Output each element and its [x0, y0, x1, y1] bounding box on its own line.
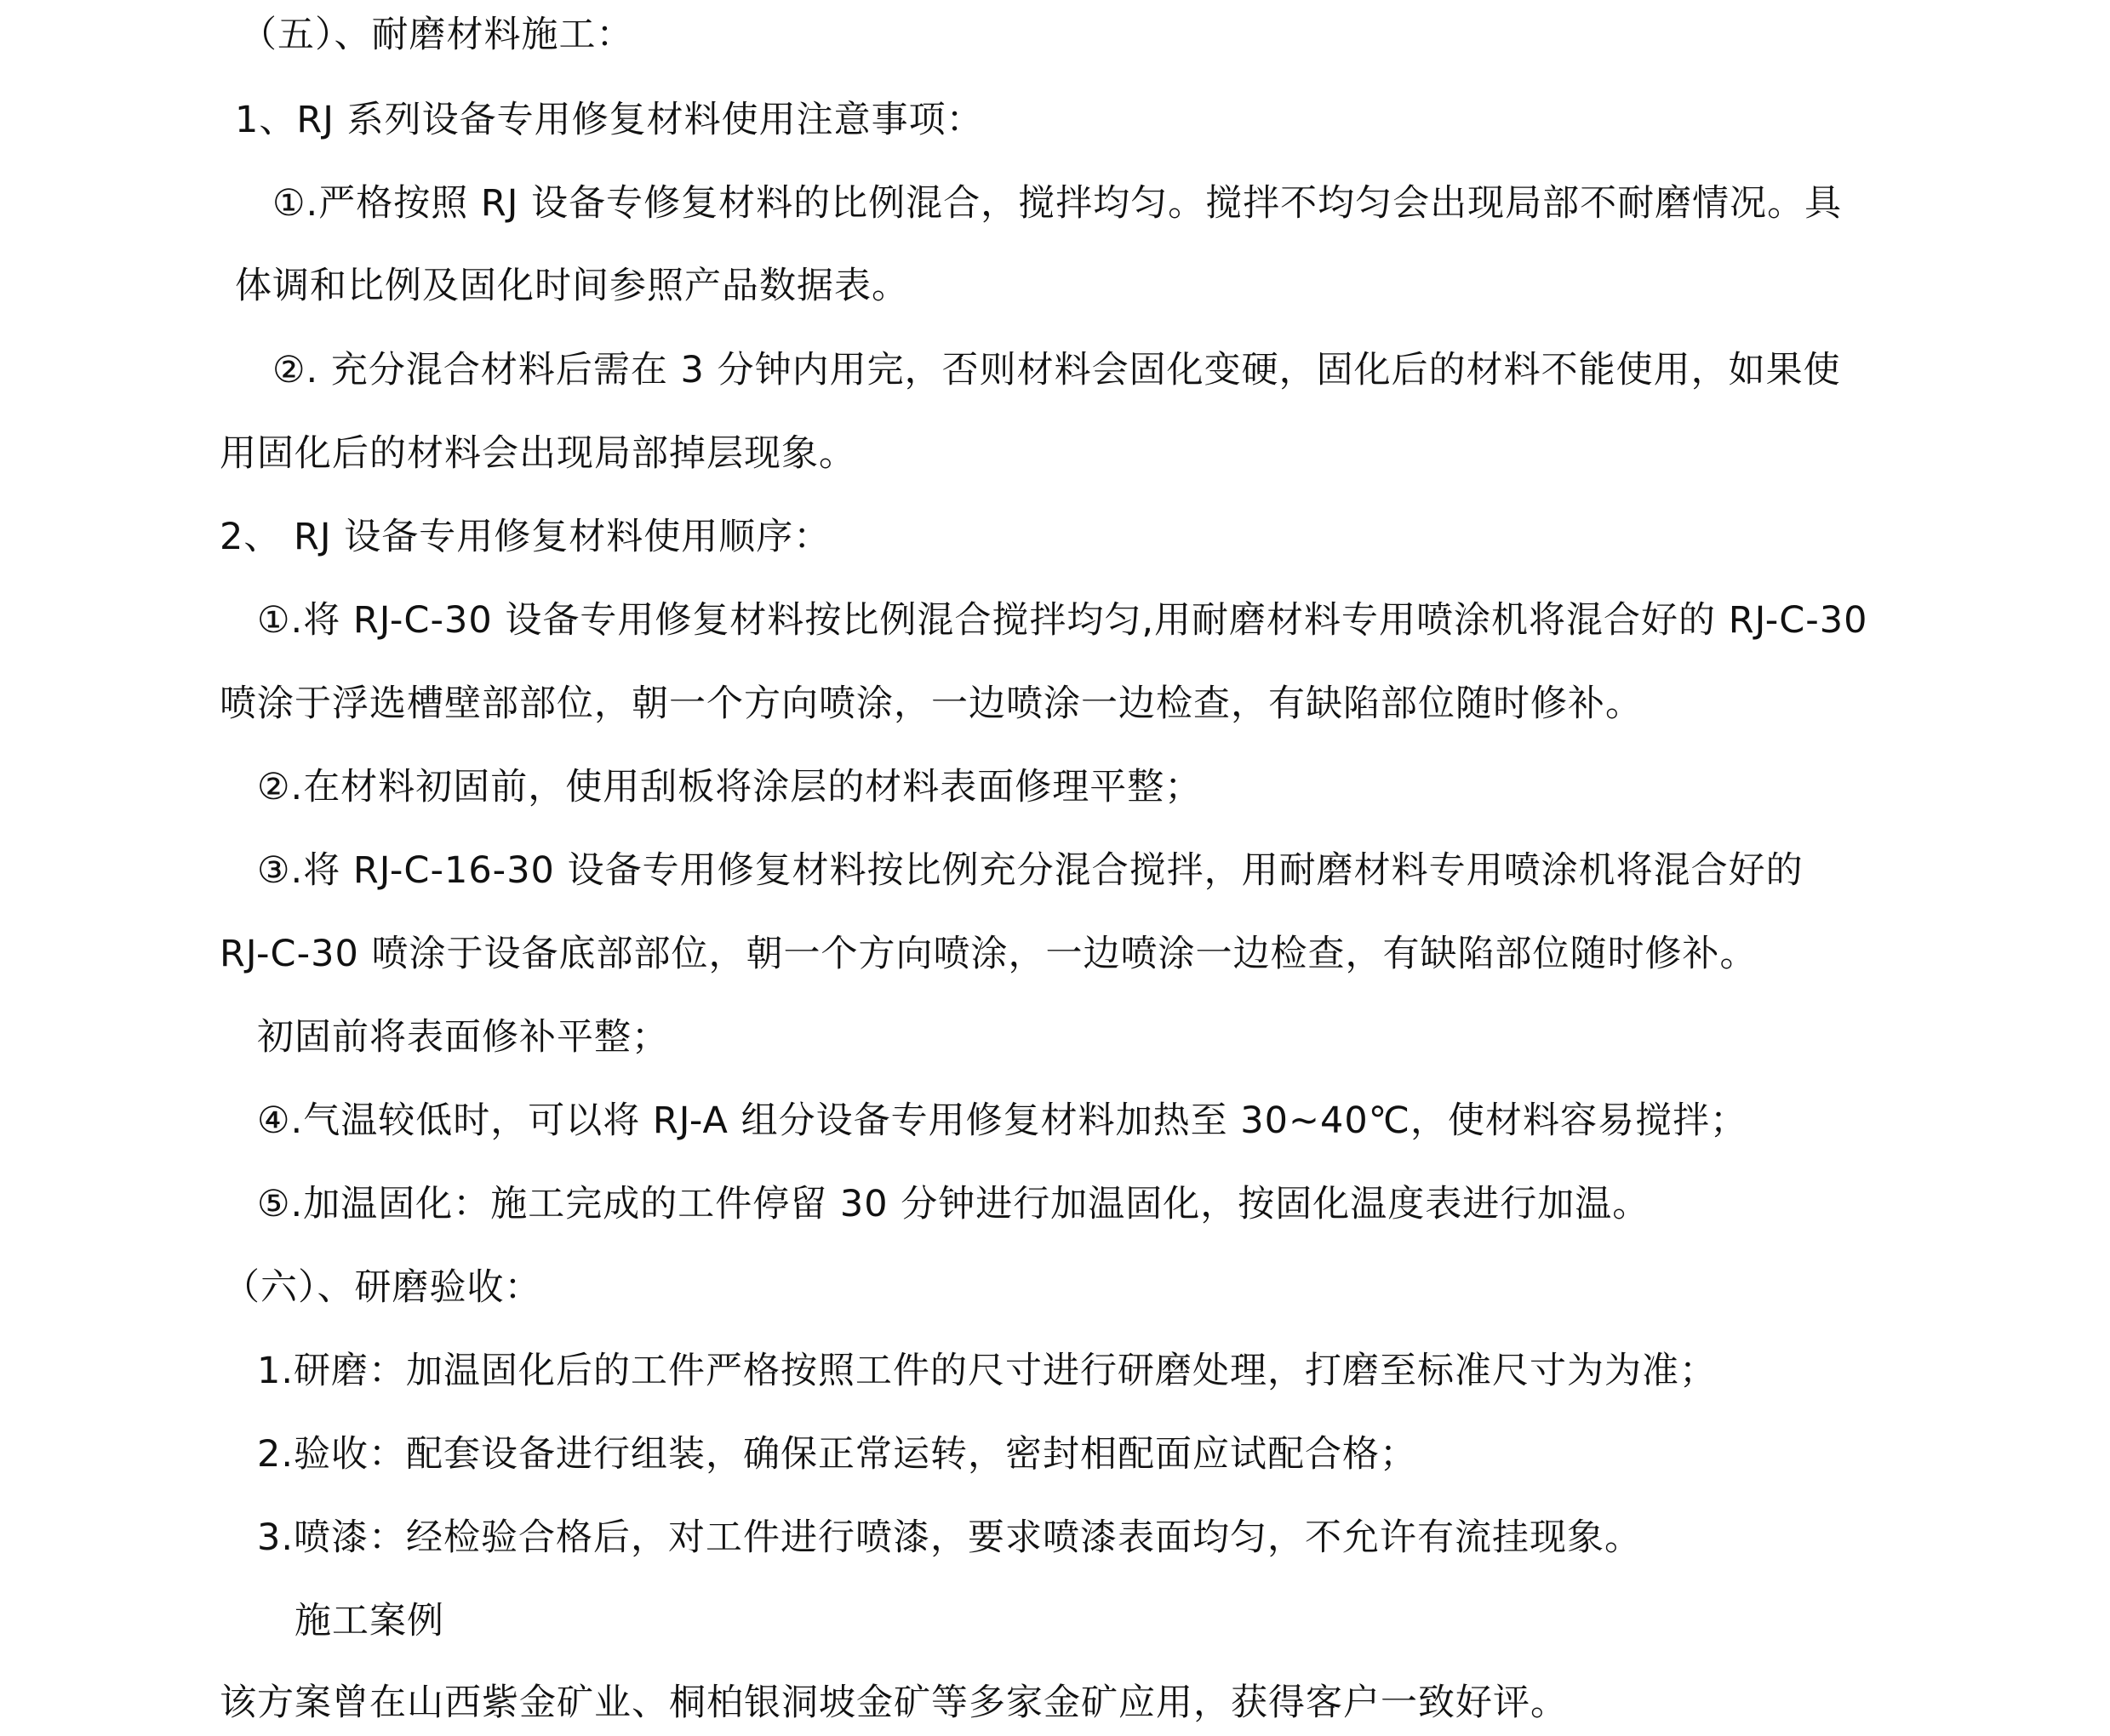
case-heading: 施工案例 — [294, 1600, 444, 1642]
step-5-line-1: ⑤.加温固化：施工完成的工件停留 30 分钟进行加温固化，按固化温度表进行加温。 — [257, 1183, 1650, 1225]
acceptance-item-3: 3.喷漆：经检验合格后，对工件进行喷漆，要求喷漆表面均匀，不允许有流挂现象。 — [257, 1516, 1643, 1559]
step-1-line-2: 喷涂于浮选槽壁部部位，朝一个方向喷涂，一边喷涂一边检查，有缺陷部位随时修补。 — [220, 682, 1643, 725]
note-1-line-1: ①.严格按照 RJ 设备专修复材料的比例混合，搅拌均匀。搅拌不均匀会出现局部不耐磨情况。具 — [272, 182, 1843, 225]
step-2-line-1: ②.在材料初固前，使用刮板将涂层的材料表面修理平整； — [257, 766, 1203, 808]
section-5-heading: （五）、耐磨材料施工： — [240, 14, 634, 56]
step-3-line-3: 初固前将表面修补平整； — [257, 1016, 669, 1059]
note-2-line-1: ②. 充分混合材料后需在 3 分钟内用完，否则材料会固化变硬，固化后的材料不能使用，如果使 — [272, 349, 1841, 391]
step-3-line-2: RJ-C-30 喷涂于设备底部部位，朝一个方向喷涂，一边喷涂一边检查，有缺陷部位随时修补。 — [220, 933, 1758, 975]
step-1-line-1: ①.将 RJ-C-30 设备专用修复材料按比例混合搅拌均匀,用耐磨材料专用喷涂机将混合好的 RJ-C-30 — [257, 599, 1868, 642]
section-6-heading: （六）、研磨验收： — [223, 1266, 542, 1309]
acceptance-item-2: 2.验收：配套设备进行组装，确保正常运转，密封相配面应试配合格； — [257, 1433, 1418, 1476]
item-1-title: 1、RJ 系列设备专用修复材料使用注意事项： — [235, 99, 984, 141]
case-text: 该方案曾在山西紫金矿业、桐柏银洞坡金矿等多家金矿应用，获得客户一致好评。 — [220, 1682, 1568, 1724]
note-1-line-2: 体调和比例及固化时间参照产品数据表。 — [235, 265, 909, 307]
note-2-line-2: 用固化后的材料会出现局部掉层现象。 — [220, 432, 856, 475]
item-2-title: 2、 RJ 设备专用修复材料使用顺序： — [220, 516, 832, 558]
step-4-line-1: ④.气温较低时，可以将 RJ-A 组分设备专用修复材料加热至 30~40℃，使材料容易搅拌； — [257, 1099, 1747, 1142]
step-3-line-1: ③.将 RJ-C-16-30 设备专用修复材料按比例充分混合搅拌，用耐磨材料专用喷涂机将混合好的 — [257, 849, 1804, 892]
acceptance-item-1: 1.研磨：加温固化后的工件严格按照工件的尺寸进行研磨处理，打磨至标准尺寸为为准； — [257, 1350, 1718, 1392]
